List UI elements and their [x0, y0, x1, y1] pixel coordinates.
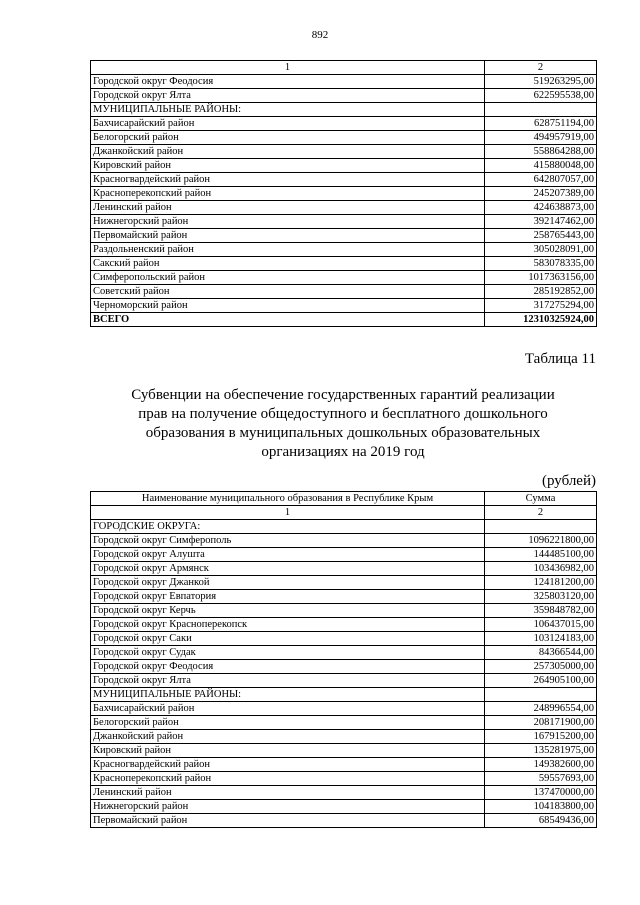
table-row	[91, 702, 597, 716]
subsidy-amount: 392147462,00	[485, 215, 597, 229]
table-title-line: прав на получение общедоступного и бесплатного дошкольного	[138, 406, 548, 422]
subsidy-amount: 103436982,00	[485, 562, 597, 576]
table-row	[91, 576, 597, 590]
table-caption: Таблица 11	[524, 351, 596, 367]
table-row	[91, 117, 597, 131]
subsidy-amount: 135281975,00	[485, 744, 597, 758]
subsidy-amount: 245207389,00	[485, 187, 597, 201]
table-row	[91, 758, 597, 772]
column-header-name: Наименование муниципального образования в Республике Крым	[91, 492, 485, 506]
municipality-name: Сакский район	[91, 257, 485, 271]
municipality-name: Кировский район	[91, 159, 485, 173]
table-row	[91, 604, 597, 618]
table-total-row	[91, 313, 597, 327]
municipality-name: Раздольненский район	[91, 243, 485, 257]
preschool-subsidy-table	[90, 491, 597, 828]
subsidy-amount: 494957919,00	[485, 131, 597, 145]
table-row	[91, 632, 597, 646]
municipality-name: Городской округ Евпатория	[91, 590, 485, 604]
subsidy-amount: 103124183,00	[485, 632, 597, 646]
table-row	[91, 75, 597, 89]
table-row	[91, 131, 597, 145]
municipality-name: Черноморский район	[91, 299, 485, 313]
municipality-name: Городской округ Ялта	[91, 89, 485, 103]
municipality-name: Городской округ Судак	[91, 646, 485, 660]
municipality-name: Джанкойский район	[91, 730, 485, 744]
table-header-row	[91, 492, 597, 506]
table-row	[91, 772, 597, 786]
subsidy-amount: 424638873,00	[485, 201, 597, 215]
municipality-name: Городской округ Симферополь	[91, 534, 485, 548]
subsidy-amount: 519263295,00	[485, 75, 597, 89]
subsidy-amount: 208171900,00	[485, 716, 597, 730]
table-title-line: образования в муниципальных дошкольных образовательных	[145, 425, 541, 441]
municipality-name: Первомайский район	[91, 814, 485, 828]
table-row	[91, 660, 597, 674]
subsidy-amount: 124181200,00	[485, 576, 597, 590]
subsidy-amount: 68549436,00	[485, 814, 597, 828]
table-row	[91, 786, 597, 800]
subsidy-amount: 149382600,00	[485, 758, 597, 772]
subsidy-amount	[485, 520, 597, 534]
table-column-number-row	[91, 506, 597, 520]
subsidy-amount: 12310325924,00	[485, 313, 597, 327]
municipality-name: Нижнегорский район	[91, 215, 485, 229]
subsidy-table-continued	[90, 60, 597, 327]
subsidy-amount: 583078335,00	[485, 257, 597, 271]
table-row	[91, 744, 597, 758]
table-row	[91, 562, 597, 576]
municipality-name: Бахчисарайский район	[91, 117, 485, 131]
municipality-name: Городской округ Джанкой	[91, 576, 485, 590]
municipality-name: Городской округ Керчь	[91, 604, 485, 618]
subsidy-amount: 359848782,00	[485, 604, 597, 618]
table-row	[91, 730, 597, 744]
table-row	[91, 646, 597, 660]
table-row	[91, 257, 597, 271]
table-row	[91, 800, 597, 814]
table-row	[91, 187, 597, 201]
table-title-line: Субвенции на обеспечение государственных гарантий реализации	[131, 387, 555, 403]
table-row	[91, 590, 597, 604]
subsidy-amount: 628751194,00	[485, 117, 597, 131]
table-row	[91, 534, 597, 548]
table-title	[90, 386, 596, 462]
municipality-name: Кировский район	[91, 744, 485, 758]
table-row	[91, 814, 597, 828]
table-row	[91, 520, 597, 534]
subsidy-amount	[485, 688, 597, 702]
subsidy-amount: 137470000,00	[485, 786, 597, 800]
municipality-name: Белогорский район	[91, 716, 485, 730]
subsidy-amount: 104183800,00	[485, 800, 597, 814]
subsidy-amount: 305028091,00	[485, 243, 597, 257]
table-row	[91, 103, 597, 117]
column-number-2: 2	[485, 506, 597, 520]
table-row	[91, 159, 597, 173]
municipality-name: Красноперекопский район	[91, 187, 485, 201]
table-row	[91, 618, 597, 632]
subsidy-amount: 84366544,00	[485, 646, 597, 660]
municipality-name: МУНИЦИПАЛЬНЫЕ РАЙОНЫ:	[91, 103, 485, 117]
subsidy-amount: 144485100,00	[485, 548, 597, 562]
subsidy-amount: 1096221800,00	[485, 534, 597, 548]
municipality-name: Городской округ Ялта	[91, 674, 485, 688]
table-row	[91, 173, 597, 187]
municipality-name: Городской округ Феодосия	[91, 75, 485, 89]
table-row	[91, 271, 597, 285]
column-number-1: 1	[91, 61, 485, 75]
unit-label: (рублей)	[541, 473, 596, 489]
column-number-2: 2	[485, 61, 597, 75]
municipality-name: Красногвардейский район	[91, 173, 485, 187]
table-title-line: организациях на 2019 год	[261, 444, 425, 460]
table-row	[91, 215, 597, 229]
subsidy-amount: 642807057,00	[485, 173, 597, 187]
municipality-name: Ленинский район	[91, 786, 485, 800]
table-row	[91, 716, 597, 730]
municipality-name: Городской округ Армянск	[91, 562, 485, 576]
table-row	[91, 89, 597, 103]
municipality-name: Белогорский район	[91, 131, 485, 145]
subsidy-amount: 285192852,00	[485, 285, 597, 299]
municipality-name: Городской округ Саки	[91, 632, 485, 646]
subsidy-amount: 59557693,00	[485, 772, 597, 786]
table-row	[91, 548, 597, 562]
municipality-name: Городской округ Алушта	[91, 548, 485, 562]
municipality-name: Джанкойский район	[91, 145, 485, 159]
subsidy-amount: 558864288,00	[485, 145, 597, 159]
table-row	[91, 285, 597, 299]
table-row	[91, 229, 597, 243]
subsidy-amount: 258765443,00	[485, 229, 597, 243]
page-number: 892	[311, 29, 329, 41]
municipality-name: Нижнегорский район	[91, 800, 485, 814]
subsidy-amount: 317275294,00	[485, 299, 597, 313]
subsidy-amount: 415880048,00	[485, 159, 597, 173]
municipality-name: Симферопольский район	[91, 271, 485, 285]
table-row	[91, 688, 597, 702]
table-column-number-row	[91, 61, 597, 75]
municipality-name: Советский район	[91, 285, 485, 299]
municipality-name: Бахчисарайский район	[91, 702, 485, 716]
subsidy-amount: 248996554,00	[485, 702, 597, 716]
subsidy-amount: 622595538,00	[485, 89, 597, 103]
subsidy-amount: 264905100,00	[485, 674, 597, 688]
subsidy-amount: 257305000,00	[485, 660, 597, 674]
municipality-name: Ленинский район	[91, 201, 485, 215]
subsidy-amount	[485, 103, 597, 117]
subsidy-amount: 106437015,00	[485, 618, 597, 632]
subsidy-amount: 167915200,00	[485, 730, 597, 744]
municipality-name: ВСЕГО	[91, 313, 485, 327]
column-header-sum: Сумма	[485, 492, 597, 506]
municipality-name: Красногвардейский район	[91, 758, 485, 772]
table-row	[91, 674, 597, 688]
column-number-1: 1	[91, 506, 485, 520]
table-row	[91, 201, 597, 215]
municipality-name: ГОРОДСКИЕ ОКРУГА:	[91, 520, 485, 534]
subsidy-amount: 1017363156,00	[485, 271, 597, 285]
municipality-name: Красноперекопский район	[91, 772, 485, 786]
table-row	[91, 299, 597, 313]
table-row	[91, 145, 597, 159]
table-row	[91, 243, 597, 257]
municipality-name: Городской округ Красноперекопск	[91, 618, 485, 632]
municipality-name: МУНИЦИПАЛЬНЫЕ РАЙОНЫ:	[91, 688, 485, 702]
municipality-name: Городской округ Феодосия	[91, 660, 485, 674]
municipality-name: Первомайский район	[91, 229, 485, 243]
subsidy-amount: 325803120,00	[485, 590, 597, 604]
